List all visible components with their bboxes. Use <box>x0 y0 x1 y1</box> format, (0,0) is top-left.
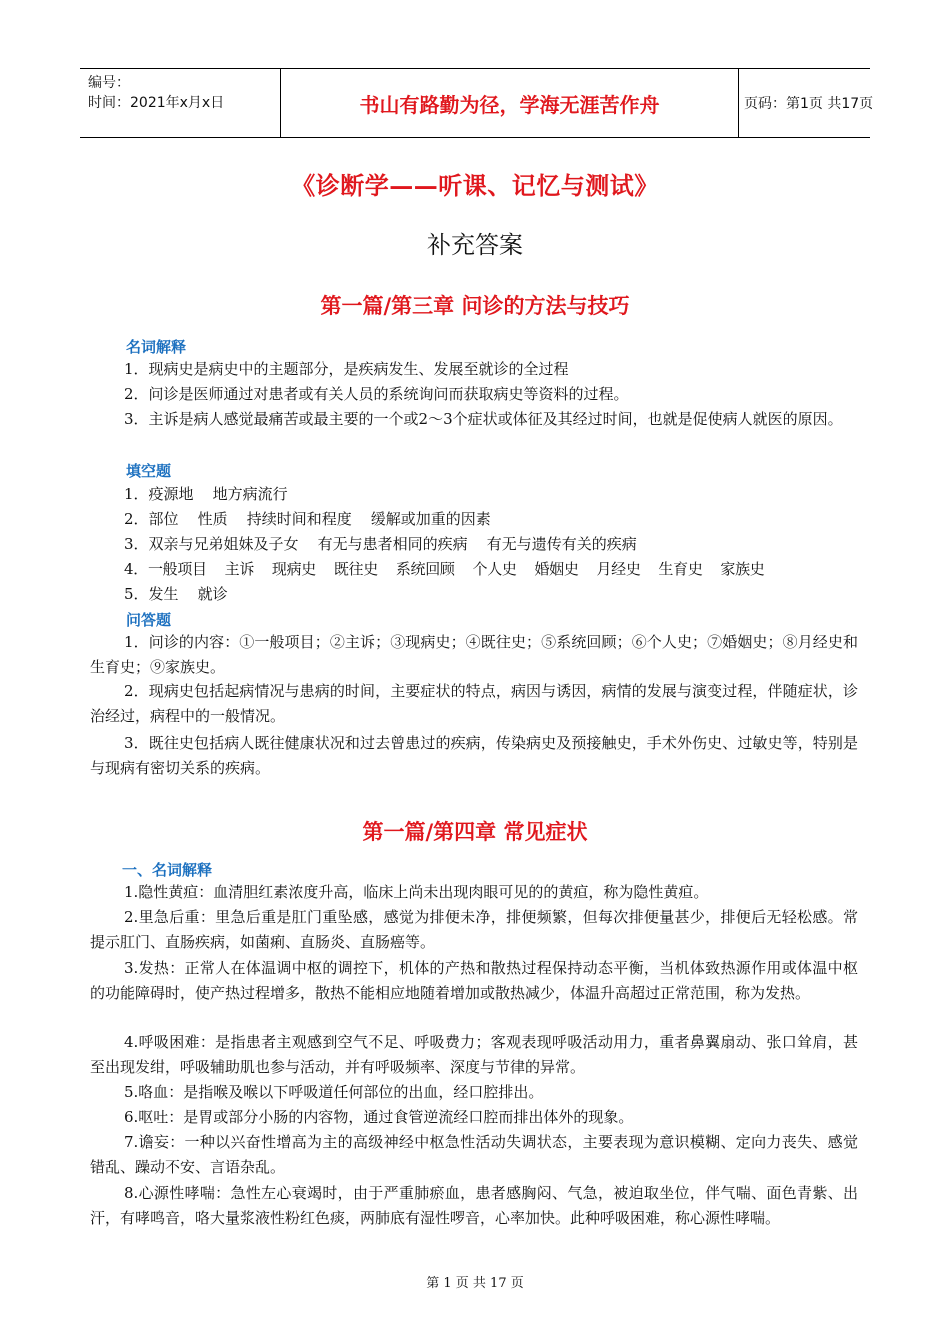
number-label: 编号： <box>88 75 130 91</box>
page-footer: 第 1 页 共 17 页 <box>426 1276 524 1291</box>
list-item: 2．问诊是医师通过对患者或有关人员的系统询问而获取病史等资料的过程。 <box>124 385 629 403</box>
doc-subtitle: 补充答案 <box>427 231 523 259</box>
section-heading: 名词解释 <box>126 338 187 356</box>
motto: 书山有路勤为径，学海无涯苦作舟 <box>280 69 739 137</box>
list-item: 1．现病史是病史中的主题部分，是疾病发生、发展至就诊的全过程 <box>124 360 569 378</box>
list-item: 1．问诊的内容：①一般项目；②主诉；③现病史；④既往史；⑤系统回顾；⑥个人史；⑦婚姻史；⑧月经史和生育史；⑨家族史。 <box>90 633 858 676</box>
list-item: 5．发生 就诊 <box>124 585 228 603</box>
header-table <box>80 68 874 138</box>
chapter-title: 第一篇/第三章 问诊的方法与技巧 <box>320 293 630 318</box>
list-item: 2．部位 性质 持续时间和程度 缓解或加重的因素 <box>124 510 491 528</box>
list-item: 5.咯血：是指喉及喉以下呼吸道任何部位的出血，经口腔排出。 <box>124 1083 544 1101</box>
section-heading: 一、名词解释 <box>122 861 213 879</box>
list-item: 6.呕吐：是胃或部分小肠的内容物，通过食管逆流经口腔而排出体外的现象。 <box>124 1108 634 1126</box>
list-item: 3．既往史包括病人既往健康状况和过去曾患过的疾病，传染病史及预接触史，手术外伤史、过敏史等，特别是与现病有密切关系的疾病。 <box>90 734 858 777</box>
list-item: 7.谵妄：一种以兴奋性增高为主的高级神经中枢急性活动失调状态，主要表现为意识模糊、定向力丧失、感觉错乱、躁动不安、言语杂乱。 <box>90 1133 858 1176</box>
section-heading: 填空题 <box>126 462 172 480</box>
page-label: 页码：第1页 共17页 <box>744 96 874 112</box>
list-item: 2.里急后重：里急后重是肛门重坠感，感觉为排便未净，排便频繁，但每次排便量甚少，排便后无轻松感。常提示肛门、直肠疾病，如菌痢、直肠炎、直肠癌等。 <box>90 908 858 951</box>
chapter-title: 第一篇/第四章 常见症状 <box>362 819 588 844</box>
list-item: 1．疫源地 地方病流行 <box>124 485 288 503</box>
doc-title: 《诊断学——听课、记忆与测试》 <box>291 171 659 200</box>
list-item: 3.发热：正常人在体温调中枢的调控下，机体的产热和散热过程保持动态平衡，当机体致热源作用或体温中枢的功能障碍时，使产热过程增多，散热不能相应地随着增加或散热减少，体温升高超过正常范围，称为发热。 <box>90 959 858 1002</box>
list-item: 4．一般项目 主诉 现病史 既往史 系统回顾 个人史 婚姻史 月经史 生育史 家族史 <box>124 560 765 578</box>
list-item: 2．现病史包括起病情况与患病的时间，主要症状的特点，病因与诱因，病情的发展与演变过程，伴随症状，诊治经过，病程中的一般情况。 <box>90 682 858 725</box>
list-item: 3．主诉是病人感觉最痛苦或最主要的一个或2～3个症状或体征及其经过时间，也就是促使病人就医的原因。 <box>124 410 843 428</box>
list-item: 3．双亲与兄弟姐妹及子女 有无与患者相同的疾病 有无与遗传有关的疾病 <box>124 535 637 553</box>
list-item: 8.心源性哮喘：急性左心衰竭时，由于严重肺瘀血，患者感胸闷、气急，被迫取坐位，伴气喘、面色青紫、出汗，有哮鸣音，咯大量浆液性粉红色痰，两肺底有湿性啰音，心率加快。此种呼吸困难，称心源性哮喘。 <box>90 1184 858 1227</box>
list-item: 1.隐性黄疸：血清胆红素浓度升高，临床上尚未出现肉眼可见的的黄疸，称为隐性黄疸。 <box>124 883 709 901</box>
header-left-cell <box>80 69 280 137</box>
section-heading: 问答题 <box>126 611 172 629</box>
date-label: 时间：2021年x月x日 <box>88 95 225 111</box>
list-item: 4.呼吸困难：是指患者主观感到空气不足、呼吸费力；客观表现呼吸活动用力，重者鼻翼扇动、张口耸肩，甚至出现发绀，呼吸辅助肌也参与活动，并有呼吸频率、深度与节律的异常。 <box>90 1033 858 1076</box>
